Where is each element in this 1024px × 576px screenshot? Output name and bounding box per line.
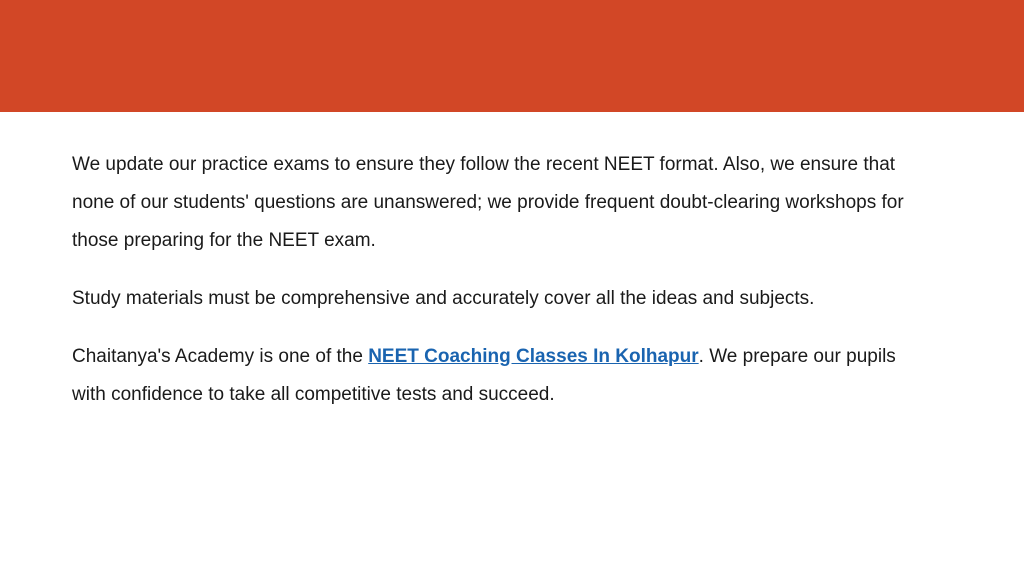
academy-text-before: Chaitanya's Academy is one of the: [72, 346, 369, 367]
paragraph-practice-exams: We update our practice exams to ensure they follow the recent NEET format. Also, we ensure that none of our students' questions are unanswered; we provide frequent doubt-clearing workshops for those preparing for the NEET exam.: [72, 154, 904, 251]
top-banner: [0, 0, 1024, 112]
paragraph-study-materials: Study materials must be comprehensive and accurately cover all the ideas and subjects.: [72, 288, 815, 309]
slide-body: [72, 146, 932, 434]
academy-text-after: . We prepare our pupils with confidence to take all competitive tests and succeed.: [72, 346, 896, 405]
neet-coaching-link[interactable]: NEET Coaching Classes In Kolhapur: [368, 346, 699, 367]
paragraph-academy: [72, 338, 932, 414]
